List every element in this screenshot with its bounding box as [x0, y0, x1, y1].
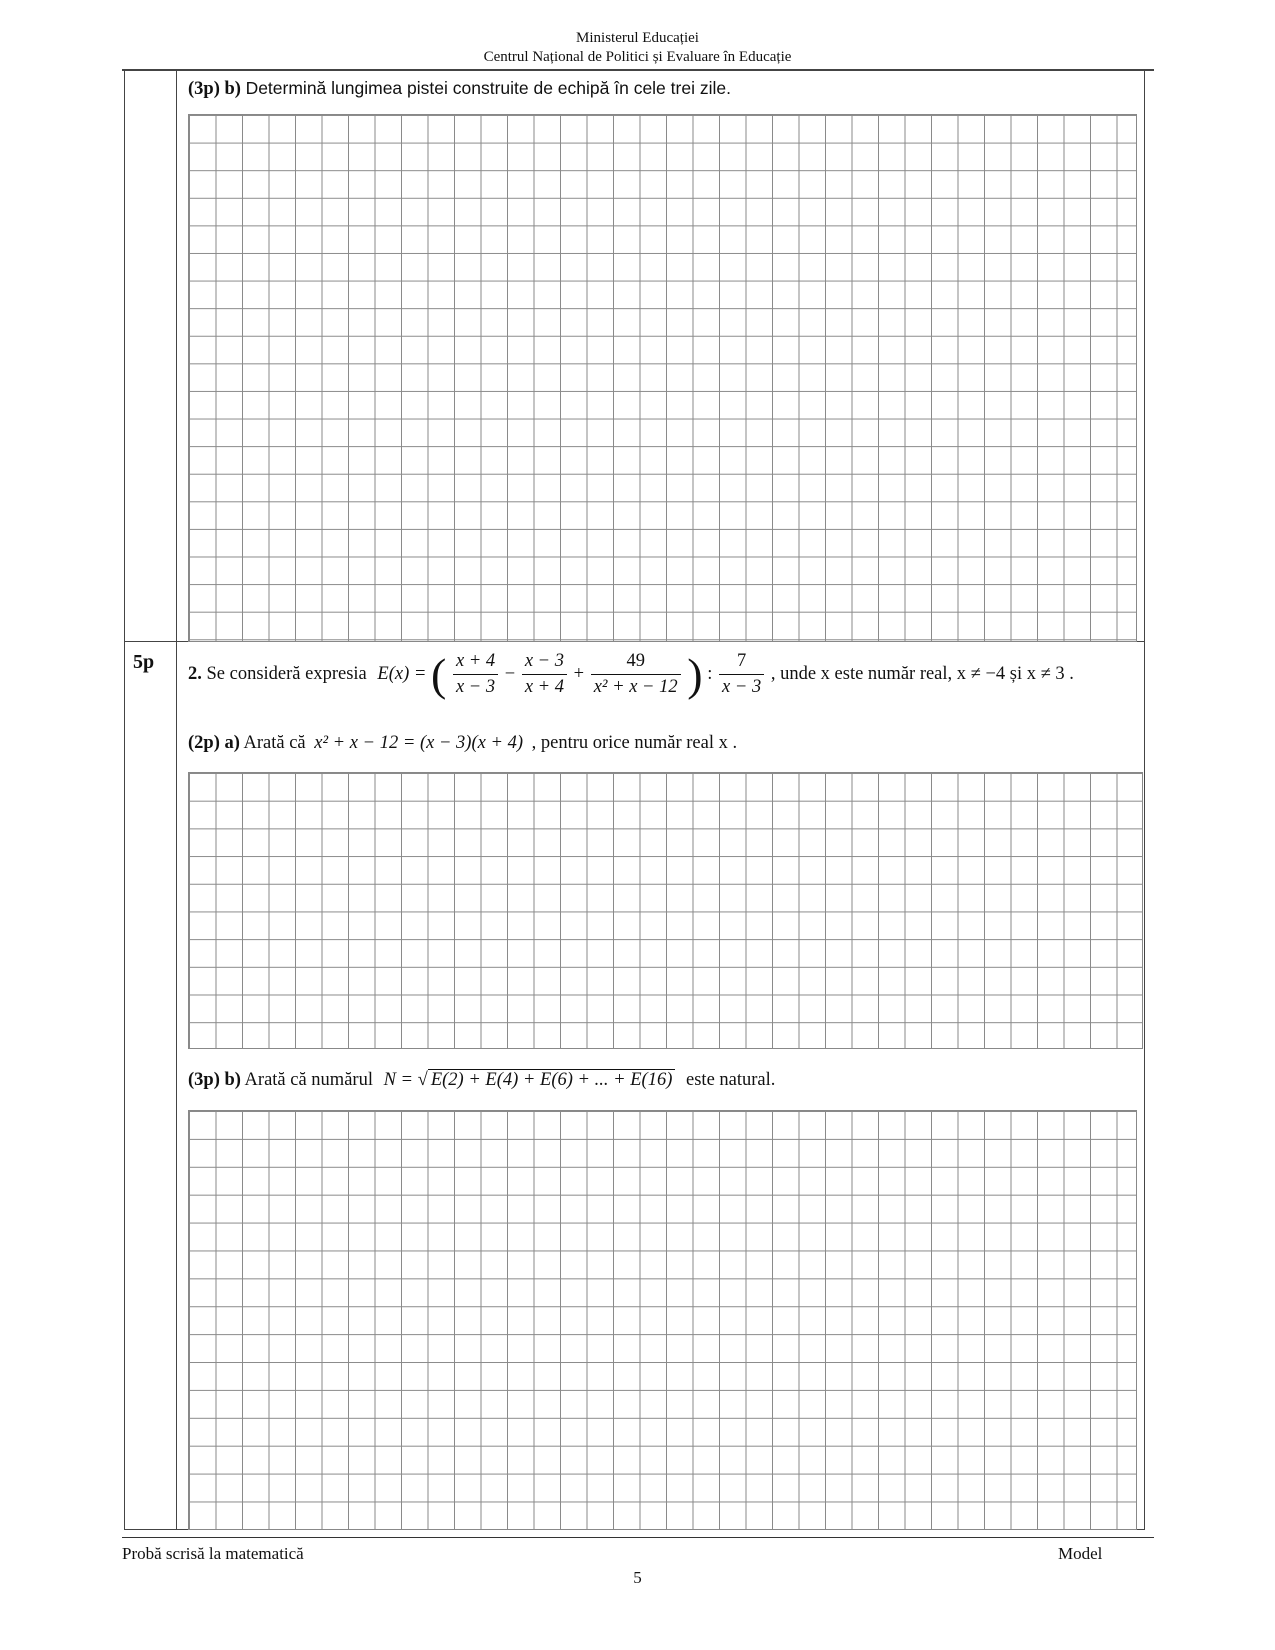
factorization-formula: x² + x − 12 = (x − 3)(x + 4): [314, 733, 523, 753]
fraction-2-numerator: x − 3: [522, 651, 567, 675]
fraction-1: [453, 651, 498, 698]
right-paren: ): [687, 649, 703, 700]
sqrt-radicand: E(2) + E(4) + E(6) + ... + E(16): [428, 1069, 676, 1090]
question-2a: [188, 733, 737, 754]
header-center: Centrul Național de Politici și Evaluare în Educație: [483, 49, 792, 65]
header-ministry: Ministerul Educației: [576, 30, 699, 46]
question-text: Determină lungimea pistei construite de echipă în cele trei zile.: [245, 78, 731, 98]
fraction-3-numerator: 49: [591, 651, 681, 675]
operator-minus: −: [504, 663, 516, 684]
footer-model-label: Model: [1058, 1544, 1103, 1563]
statement-intro: Se consideră expresia: [206, 663, 367, 684]
fraction-3: [591, 651, 681, 698]
footer-rule: [122, 1537, 1154, 1538]
n-definition-lhs: N =: [383, 1070, 414, 1090]
operator-plus: +: [573, 663, 585, 684]
fraction-4-numerator: 7: [719, 651, 764, 675]
question-text-end: , pentru orice număr real x .: [531, 733, 738, 753]
item-number: 2.: [188, 663, 202, 684]
points-label: (3p) b): [188, 79, 241, 99]
page-number: 5: [633, 1568, 642, 1587]
points-label: (3p) b): [188, 1070, 241, 1090]
fraction-1-denominator: x − 3: [455, 677, 496, 697]
fraction-2: [522, 651, 567, 698]
question-2b: [188, 1070, 775, 1091]
question-text-end: este natural.: [686, 1070, 776, 1090]
footer-exam-name: Probă scrisă la matematică: [122, 1544, 304, 1563]
fraction-4-denominator: x − 3: [722, 677, 762, 697]
fraction-2-denominator: x + 4: [524, 677, 565, 697]
question-1b: [188, 78, 731, 100]
operator-divide: :: [707, 663, 713, 684]
answer-grid-2a[interactable]: [188, 772, 1143, 1049]
question-text: Arată că: [243, 733, 306, 753]
answer-grid-1b[interactable]: [188, 114, 1137, 642]
fraction-4: [719, 651, 764, 698]
points-label: (2p) a): [188, 733, 240, 753]
sqrt-sign: √: [417, 1070, 428, 1090]
fraction-3-denominator: x² + x − 12: [593, 677, 678, 697]
question-text: Arată că numărul: [244, 1070, 373, 1090]
domain-condition: , unde x este număr real, x ≠ −4 și x ≠ 3 .: [770, 663, 1074, 684]
expression-lhs: E(x) =: [377, 663, 427, 684]
left-paren: (: [430, 649, 447, 700]
answer-grid-2b[interactable]: [188, 1110, 1137, 1530]
item-score: 5p: [133, 651, 155, 673]
question-2-statement: [188, 648, 1074, 701]
fraction-1-numerator: x + 4: [453, 651, 498, 675]
score-column-divider: [176, 70, 177, 1530]
